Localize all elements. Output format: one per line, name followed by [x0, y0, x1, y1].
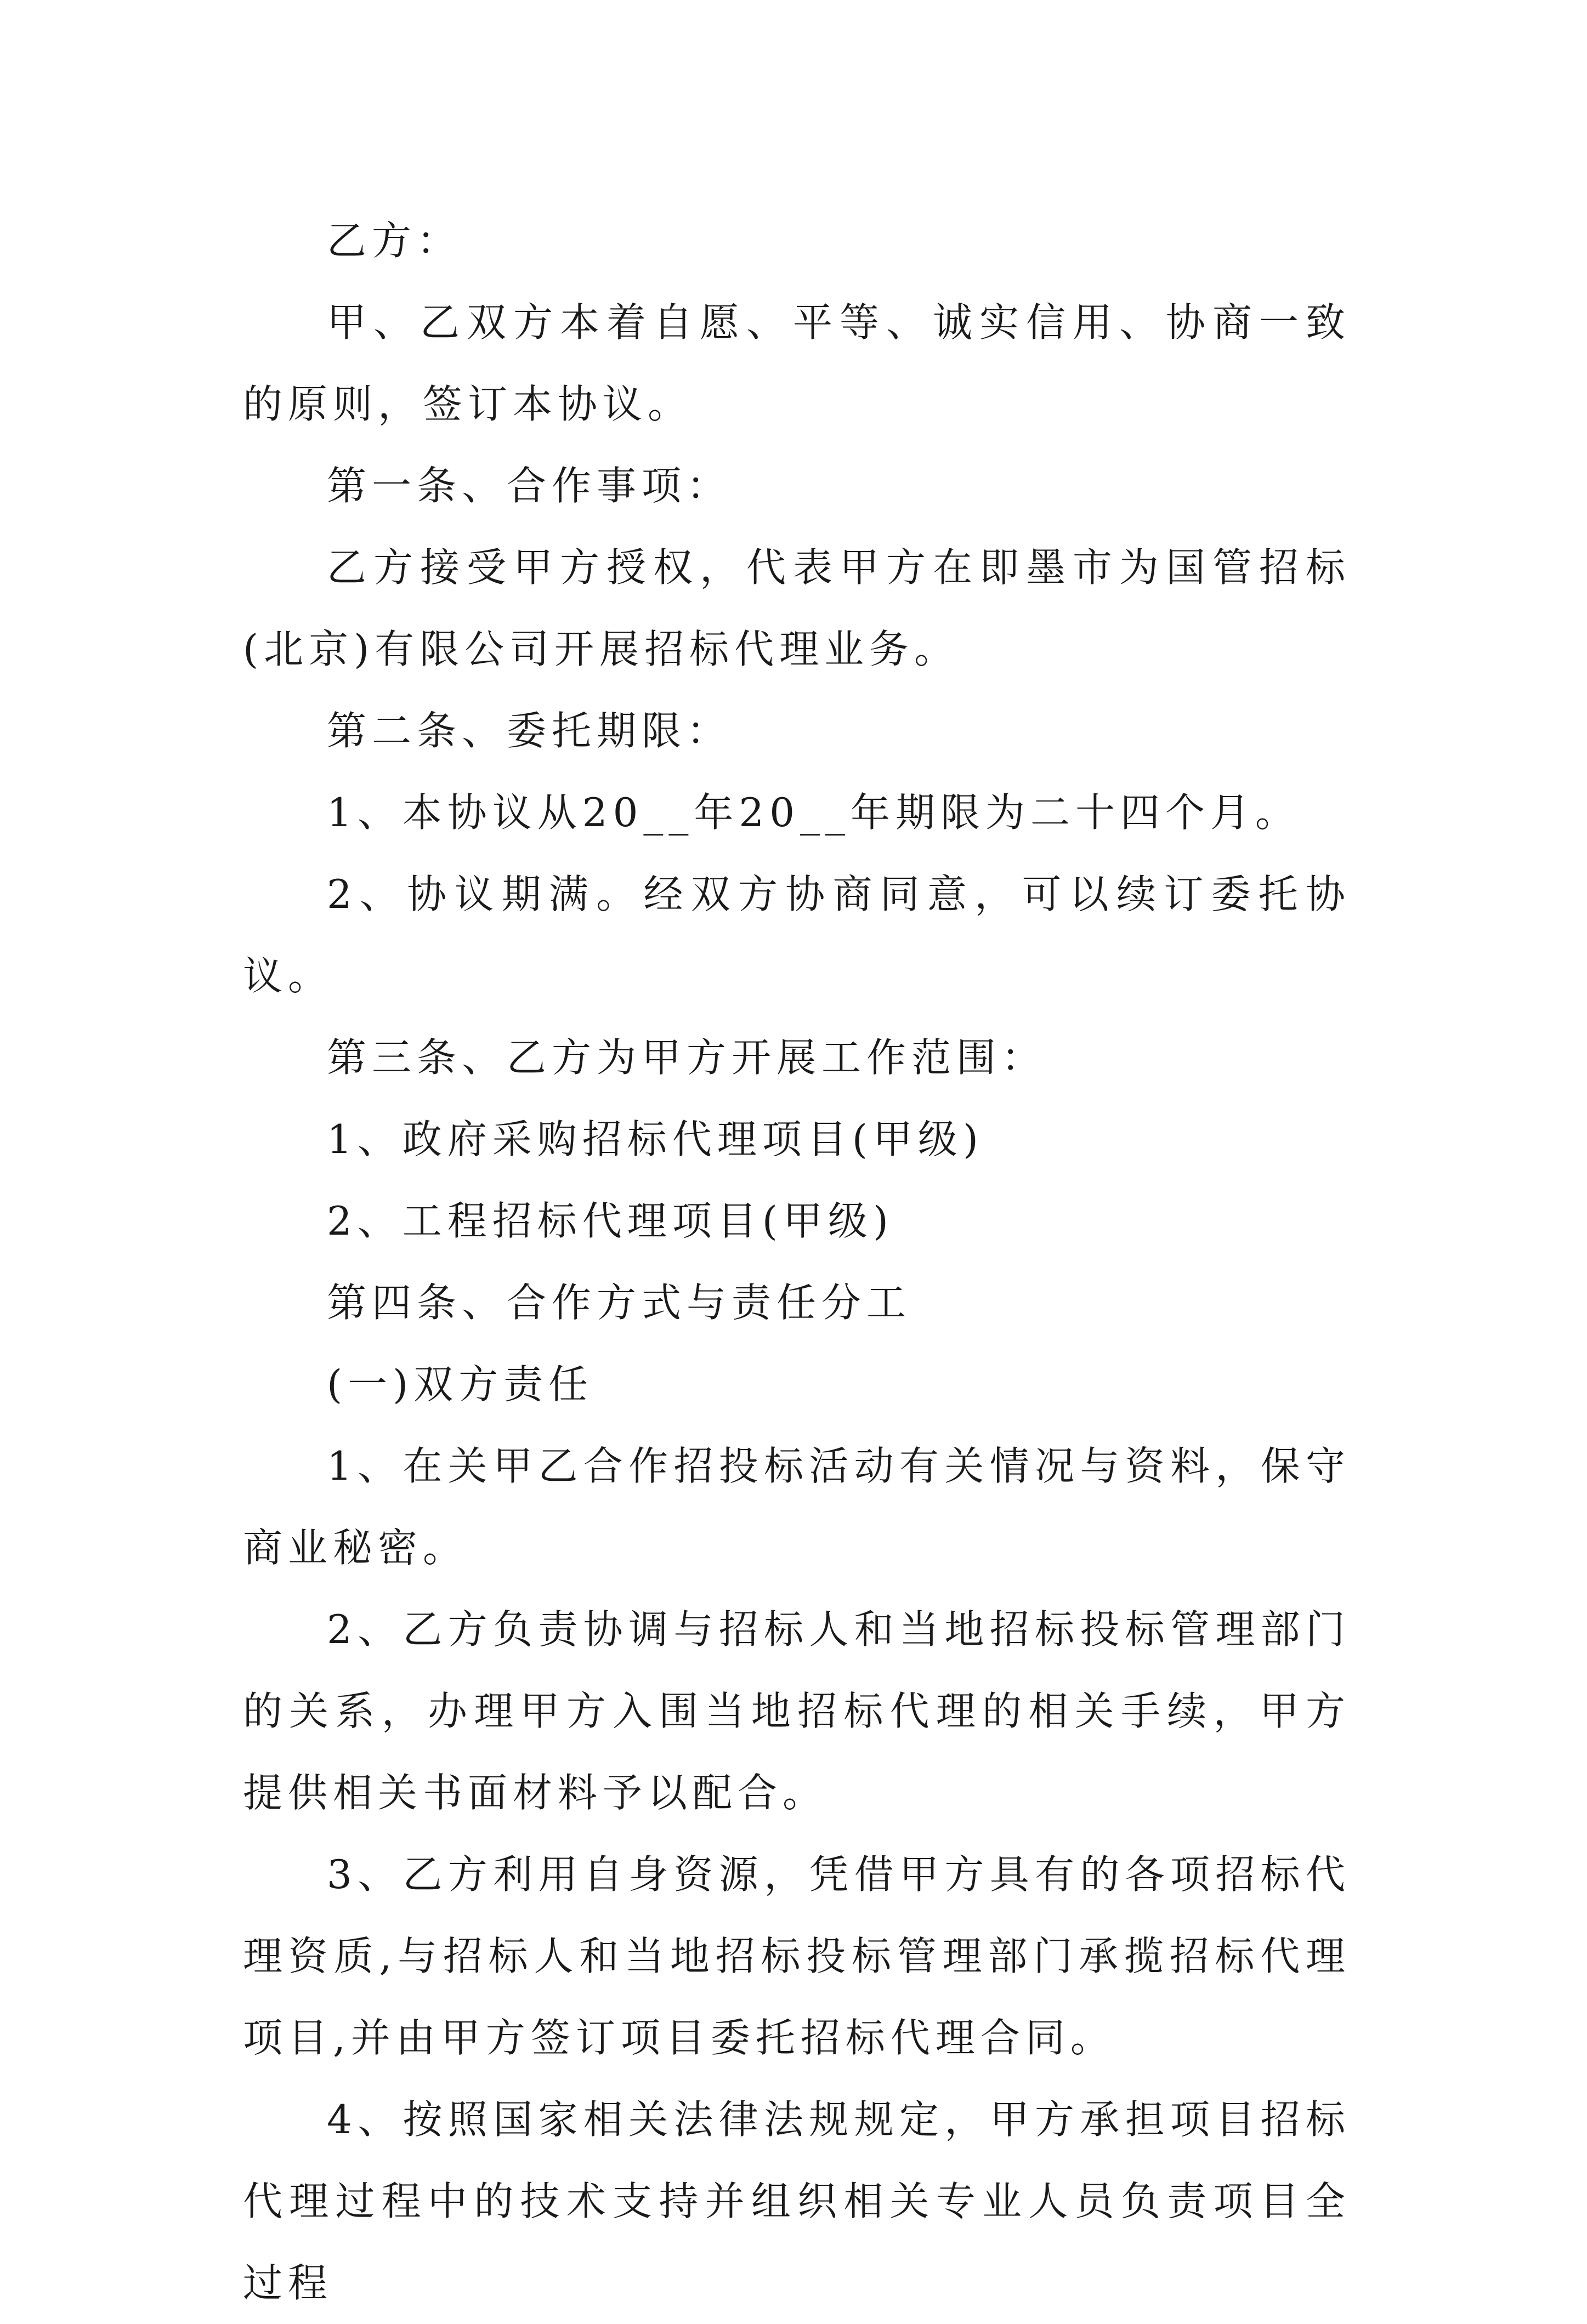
article-2-heading: 第二条、委托期限： [327, 708, 732, 754]
paragraph-scope-1: 1、政府采购招标代理项目(甲级) [327, 1116, 984, 1162]
document-body [243, 200, 1351, 2324]
paragraph-scope-2: 2、工程招标代理项目(甲级) [327, 1198, 894, 1244]
paragraph-party-b: 乙方： [327, 218, 462, 264]
paragraph-term-1: 1、本协议从20__年20__年期限为二十四个月。 [327, 789, 1301, 836]
article-3-heading: 第三条、乙方为甲方开展工作范围： [327, 1035, 1047, 1081]
article-4-heading: 第四条、合作方式与责任分工 [327, 1280, 912, 1326]
paragraph-principles: 甲、乙双方本着自愿、平等、诚实信用、协商一致的原则，签订本协议。 [243, 299, 1351, 427]
paragraph-authorization: 乙方接受甲方授权，代表甲方在即墨市为国管招标(北京)有限公司开展招标代理业务。 [243, 544, 1351, 672]
article-1-heading: 第一条、合作事项： [327, 463, 732, 509]
paragraph-duty-1: 1、在关甲乙合作招投标活动有关情况与资料，保守商业秘密。 [243, 1443, 1351, 1571]
section-1-heading: (一)双方责任 [327, 1361, 594, 1407]
paragraph-duty-3: 3、乙方利用自身资源，凭借甲方具有的各项招标代理资质,与招标人和当地招标投标管理部门承揽招标代理项目,并由甲方签订项目委托招标代理合同。 [243, 1851, 1351, 2061]
paragraph-term-2: 2、协议期满。经双方协商同意，可以续订委托协议。 [243, 871, 1351, 999]
paragraph-duty-2: 2、乙方负责协调与招标人和当地招标投标管理部门的关系，办理甲方入围当地招标代理的相关手续，甲方提供相关书面材料予以配合。 [243, 1606, 1351, 1816]
paragraph-duty-4: 4、按照国家相关法律法规规定，甲方承担项目招标代理过程中的技术支持并组织相关专业人员负责项目全过程 [243, 2096, 1351, 2306]
